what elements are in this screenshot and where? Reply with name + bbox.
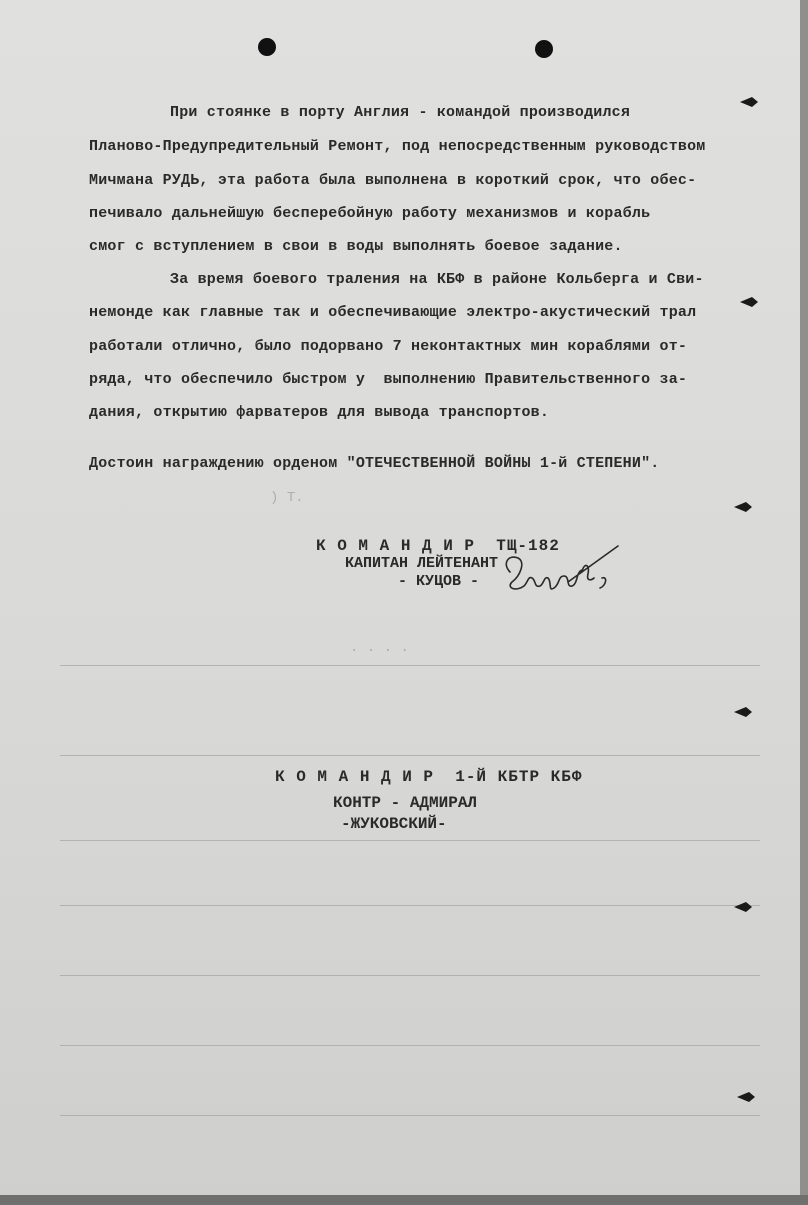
bleed-through-rule (60, 905, 760, 906)
bleed-through-rule (60, 840, 760, 841)
punch-hole-left (258, 38, 276, 56)
paragraph-2-line: За время боевого траления на КБФ в районе Кольберга и Сви- (170, 271, 704, 288)
paragraph-1-line: Мичмана РУДЬ, эта работа была выполнена в короткий срок, что обес- (89, 172, 697, 189)
bleed-through-rule (60, 755, 760, 756)
bleed-through-rule (60, 665, 760, 666)
commander-rank: КАПИТАН ЛЕЙТЕНАНТ (345, 555, 499, 572)
thumbtack-icon (732, 900, 754, 914)
bleed-through-rule (60, 1115, 760, 1116)
thumbtack-icon (738, 295, 760, 309)
bleed-through-rule (60, 975, 760, 976)
bleed-through-text: .T ( (270, 490, 304, 506)
thumbtack-icon (732, 500, 754, 514)
commander-title: К О М А Н Д И Р ТЩ-182 (316, 537, 560, 555)
handwritten-signature (498, 542, 623, 604)
paragraph-2-line: ряда, что обеспечило быстром у выполнению Правительственного за- (89, 371, 688, 388)
paragraph-1-line: смог с вступлением в свои в воды выполнять боевое задание. (89, 238, 623, 255)
page-edge-shadow (800, 0, 808, 1205)
fleet-commander-name: -ЖУКОВСКИЙ- (341, 815, 447, 833)
paragraph-1-line: печивало дальнейшую бесперебойную работу механизмов и корабль (89, 205, 651, 222)
fleet-commander-rank: КОНТР - АДМИРАЛ (333, 794, 478, 812)
bleed-through-text: . . . . (350, 640, 409, 656)
paragraph-2-line: дания, открытию фарватеров для вывода транспортов. (89, 404, 550, 421)
paragraph-1-line: При стоянке в порту Англия - командой производился (170, 104, 631, 121)
thumbtack-icon (732, 705, 754, 719)
punch-hole-right (535, 40, 553, 58)
fleet-commander-title: К О М А Н Д И Р 1-Й КБТР КБФ (275, 768, 583, 786)
thumbtack-icon (735, 1090, 757, 1104)
paragraph-2-line: работали отлично, было подорвано 7 неконтактных мин кораблями от- (89, 338, 688, 355)
thumbtack-icon (738, 95, 760, 109)
bleed-through-rule (60, 1045, 760, 1046)
commander-name: - КУЦОВ - (398, 573, 480, 590)
page-bottom-edge (0, 1195, 808, 1205)
paragraph-2-line: немонде как главные так и обеспечивающие электро-акустический трал (89, 304, 697, 321)
paragraph-1-line: Планово-Предупредительный Ремонт, под непосредственным руководством (89, 138, 706, 155)
award-recommendation: Достоин награждению орденом "ОТЕЧЕСТВЕННОЙ ВОЙНЫ 1-й СТЕПЕНИ". (89, 455, 660, 472)
